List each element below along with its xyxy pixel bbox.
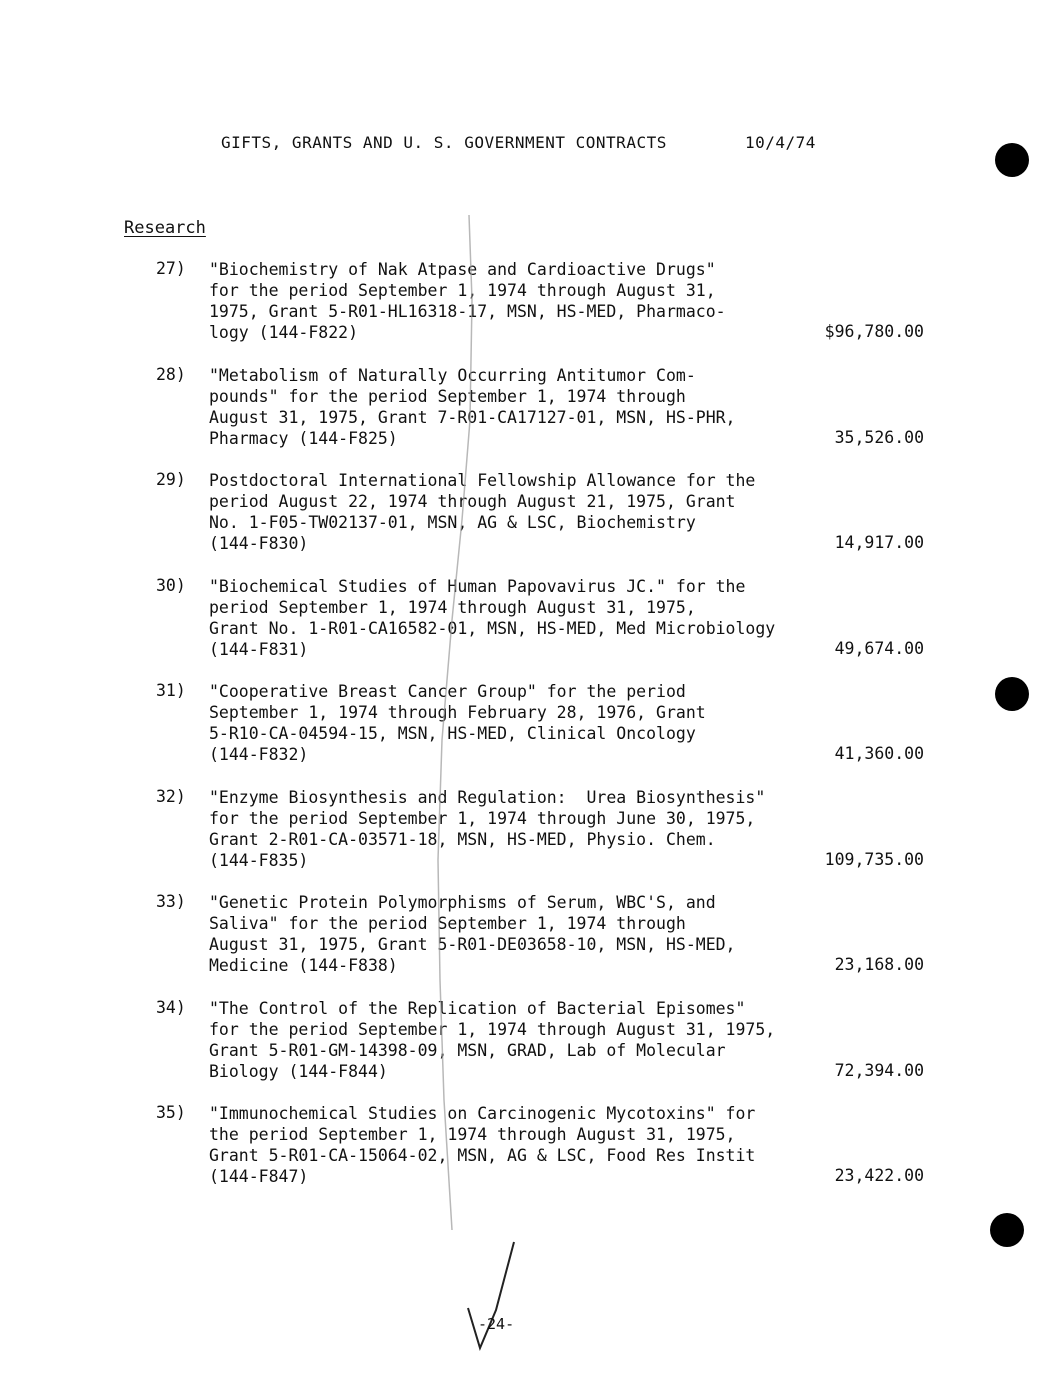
entry-amount: 14,917.00 bbox=[834, 533, 924, 552]
entry-description bbox=[209, 259, 726, 343]
entry-amount: 109,735.00 bbox=[824, 849, 924, 869]
grant-entry bbox=[0, 787, 1051, 893]
entry-line: "Cooperative Breast Cancer Group" for the period bbox=[209, 682, 686, 701]
hole-punch-mark bbox=[995, 143, 1029, 177]
entry-line: Pharmacy (144-F825) bbox=[209, 428, 398, 448]
grant-entry bbox=[0, 681, 1051, 787]
entry-line: pounds" for the period September 1, 1974 through bbox=[209, 386, 686, 406]
entry-line: period August 22, 1974 through August 21, 1975, Grant bbox=[209, 492, 736, 511]
entry-number: 31) bbox=[156, 681, 186, 700]
entry-number: 33) bbox=[156, 892, 186, 911]
entry-line: for the period September 1, 1974 through August 31, bbox=[209, 281, 716, 300]
page-header bbox=[221, 133, 816, 152]
entry-amount: $96,780.00 bbox=[824, 322, 924, 341]
entry-line: August 31, 1975, Grant 5-R01-DE03658-10, MSN, HS-MED, bbox=[209, 935, 736, 954]
grant-entry bbox=[0, 1103, 1051, 1209]
entry-line: Postdoctoral International Fellowship Allowance for the bbox=[209, 471, 756, 490]
entry-line: "Biochemistry of Nak Atpase and Cardioactive Drugs" bbox=[209, 260, 716, 279]
entry-number: 27) bbox=[156, 259, 186, 278]
entry-description bbox=[209, 892, 736, 976]
entry-line: "Immunochemical Studies on Carcinogenic Mycotoxins" for bbox=[209, 1104, 756, 1123]
grant-entry bbox=[0, 998, 1051, 1104]
entry-line: (144-F830) bbox=[209, 534, 309, 553]
grant-entry bbox=[0, 365, 1051, 471]
entry-amount: 35,526.00 bbox=[834, 427, 924, 447]
entry-description bbox=[209, 576, 775, 660]
entry-number: 34) bbox=[156, 997, 186, 1017]
checkmark-icon bbox=[462, 1240, 532, 1360]
entry-line: August 31, 1975, Grant 7-R01-CA17127-01, MSN, HS-PHR, bbox=[209, 407, 736, 427]
section-title: Research bbox=[124, 218, 206, 238]
hole-punch-mark bbox=[990, 1213, 1024, 1247]
entry-line: Grant 2-R01-CA-03571-18, MSN, HS-MED, Physio. Chem. bbox=[209, 829, 716, 849]
entry-description bbox=[209, 365, 736, 449]
entry-line: "Metabolism of Naturally Occurring Antitumor Com- bbox=[209, 365, 696, 385]
entry-line: period September 1, 1974 through August 31, 1975, bbox=[209, 597, 696, 617]
header-date: 10/4/74 bbox=[745, 133, 816, 152]
entry-line: for the period September 1, 1974 through June 30, 1975, bbox=[209, 808, 756, 828]
entry-description bbox=[209, 681, 706, 765]
entry-line: Grant 5-R01-CA-15064-02, MSN, AG & LSC, Food Res Instit bbox=[209, 1146, 756, 1165]
entry-line: 1975, Grant 5-R01-HL16318-17, MSN, HS-MED, Pharmaco- bbox=[209, 302, 726, 321]
entry-line: "The Control of the Replication of Bacterial Episomes" bbox=[209, 998, 746, 1018]
entry-description bbox=[209, 998, 775, 1082]
grant-entry bbox=[0, 470, 1051, 576]
entry-line: 5-R10-CA-04594-15, MSN, HS-MED, Clinical Oncology bbox=[209, 724, 696, 743]
entry-amount: 41,360.00 bbox=[834, 744, 924, 763]
header-title: GIFTS, GRANTS AND U. S. GOVERNMENT CONTRACTS bbox=[221, 133, 667, 152]
entry-line: No. 1-F05-TW02137-01, MSN, AG & LSC, Biochemistry bbox=[209, 513, 696, 532]
entry-line: "Genetic Protein Polymorphisms of Serum, WBC'S, and bbox=[209, 893, 716, 912]
entry-line: (144-F832) bbox=[209, 745, 309, 764]
entry-line: (144-F831) bbox=[209, 639, 309, 659]
entry-line: Saliva" for the period September 1, 1974 through bbox=[209, 914, 686, 933]
entry-description bbox=[209, 470, 755, 554]
entry-line: logy (144-F822) bbox=[209, 323, 359, 342]
entry-amount: 23,168.00 bbox=[834, 955, 924, 974]
entry-amount: 72,394.00 bbox=[834, 1060, 924, 1080]
page-number: -24- bbox=[478, 1315, 515, 1333]
entry-line: Grant No. 1-R01-CA16582-01, MSN, HS-MED, Med Microbiology bbox=[209, 618, 776, 638]
entry-line: (144-F835) bbox=[209, 850, 309, 870]
entry-number: 32) bbox=[156, 786, 186, 806]
entry-number: 35) bbox=[156, 1103, 186, 1122]
entry-number: 28) bbox=[156, 364, 186, 384]
grant-entry bbox=[0, 892, 1051, 998]
entry-line: for the period September 1, 1974 through August 31, 1975, bbox=[209, 1019, 776, 1039]
hole-punch-mark bbox=[995, 677, 1029, 711]
entry-description bbox=[209, 787, 765, 871]
entry-number: 30) bbox=[156, 575, 186, 595]
entry-line: "Biochemical Studies of Human Papovavirus JC." for the bbox=[209, 576, 746, 596]
entry-amount: 23,422.00 bbox=[834, 1166, 924, 1185]
entry-description bbox=[209, 1103, 755, 1187]
entry-line: (144-F847) bbox=[209, 1167, 309, 1186]
grant-list bbox=[0, 259, 1051, 1209]
entry-line: Grant 5-R01-GM-14398-09, MSN, GRAD, Lab of Molecular bbox=[209, 1040, 726, 1060]
entry-line: "Enzyme Biosynthesis and Regulation: Urea Biosynthesis" bbox=[209, 787, 766, 807]
grant-entry bbox=[0, 576, 1051, 682]
grant-entry bbox=[0, 259, 1051, 365]
entry-line: Medicine (144-F838) bbox=[209, 956, 398, 975]
entry-number: 29) bbox=[156, 470, 186, 489]
entry-amount: 49,674.00 bbox=[834, 638, 924, 658]
entry-line: September 1, 1974 through February 28, 1976, Grant bbox=[209, 703, 706, 722]
entry-line: Biology (144-F844) bbox=[209, 1061, 388, 1081]
entry-line: the period September 1, 1974 through August 31, 1975, bbox=[209, 1125, 736, 1144]
